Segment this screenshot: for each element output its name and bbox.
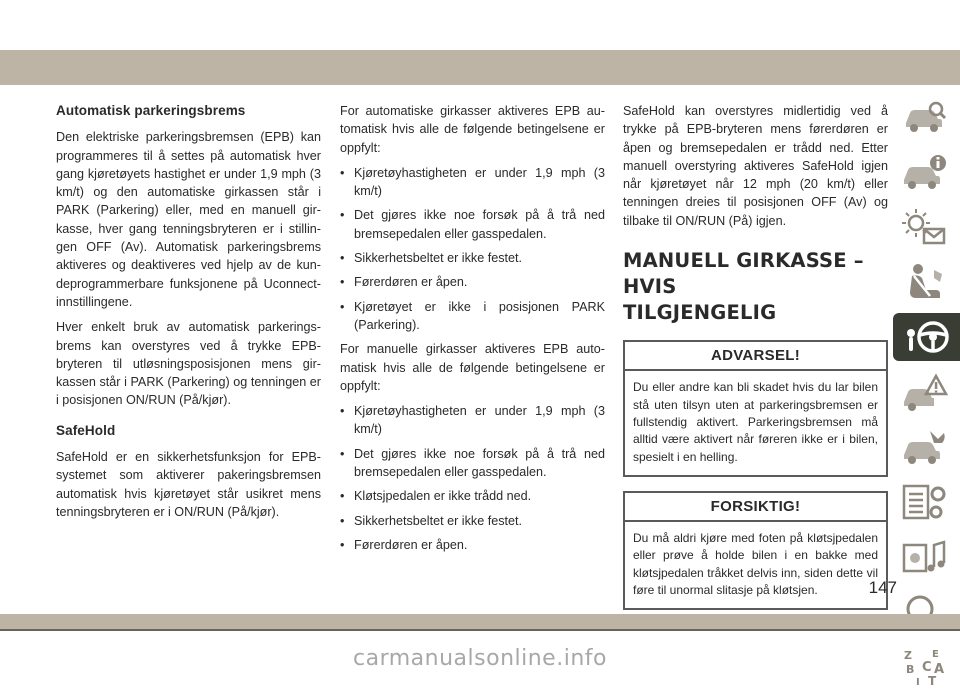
tab-starting-and-operating[interactable] [893, 313, 960, 361]
index-letter: A [934, 662, 945, 677]
list-item: • Kjøretøyhastigheten er under 1,9 mph (3 km/t) [340, 164, 605, 201]
warning-lights-icon [900, 207, 948, 247]
column-2 [340, 102, 605, 560]
settings-list-icon [900, 482, 948, 522]
tab-warning-lights[interactable] [893, 203, 955, 251]
page-number: 147 [868, 578, 897, 597]
list-item: • Det gjøres ikke noe forsøk på å trå ned bremsepedalen eller gasspedalen. [340, 445, 605, 482]
index-letter: Z [904, 649, 912, 662]
watermark: carmanualsonline.info [353, 646, 607, 671]
index-letter: B [906, 663, 915, 676]
tab-multimedia[interactable] [893, 533, 955, 581]
heading-auto-parking-brake: Automatisk parkeringsbrems [56, 103, 246, 118]
index-letter: C [922, 660, 932, 675]
tab-car-inspect[interactable] [893, 93, 955, 141]
tab-emergency[interactable] [893, 368, 955, 416]
list-item: • Førerdøren er åpen. [340, 536, 605, 554]
heading-safehold: SafeHold [56, 422, 116, 438]
section-title-line2: TILGJENGELIG [623, 301, 777, 325]
warning-box [623, 340, 888, 477]
index-letter: T [928, 674, 937, 687]
warning-title: ADVARSEL! [625, 342, 886, 371]
car-inspect-icon [900, 97, 948, 137]
car-service-icon [900, 427, 948, 467]
multimedia-icon [900, 537, 948, 577]
list-item: • Kjøretøyet er ikke i posisjonen PARK (Parkering). [340, 298, 605, 335]
paragraph: Hver enkelt bruk av automatisk parkeringsbrems kan overstyres ved å trykke EPB-bryteren til utløsningsposisjonen mens girkassen står i PARK (Parkering) og tenningen er i posisjonen ON/RUN (På/kjør). [56, 320, 321, 408]
paragraph: For automatiske girkasser aktiveres EPB automatisk hvis alle de følgende betingelsene er oppfylt: [340, 104, 605, 155]
list-item: • Sikkerhetsbeltet er ikke festet. [340, 249, 605, 267]
condition-list-automatic [340, 164, 605, 334]
seat-safety-icon [900, 262, 948, 302]
chapter-tabs [893, 93, 960, 698]
warning-text: Du eller andre kan bli skadet hvis du lar bilen stå uten tilsyn uten at parkeringsbremsen er fullstendig aktivert. Parkeringsbremsen må alltid være aktivert når føreren ikke er i bilen, spesielt i en helling. [633, 380, 878, 464]
section-title [623, 248, 888, 326]
list-item: • Førerdøren er åpen. [340, 273, 605, 291]
section-title-line1: MANUELL GIRKASSE – HVIS [623, 249, 864, 299]
paragraph: SafeHold kan overstyres midlertidig ved å trykke på EPB-bryteren mens førerdøren er åpen og bremsepedalen er trådd ned. Etter manuell overstyring aktiveres SafeHold igjen når kjøretøyet når 12 mph (20 km/t) eller tenningen dreies til posisjonen OFF (Av) og tilbake til ON/RUN (På) igjen. [623, 104, 888, 228]
tab-technical-specs[interactable] [893, 478, 955, 526]
column-3 [623, 102, 888, 624]
tab-servicing[interactable] [893, 423, 955, 471]
list-item: • Sikkerhetsbeltet er ikke festet. [340, 512, 605, 530]
caution-box [623, 491, 888, 610]
index-letter: I [916, 677, 920, 687]
list-item: • Kløtsjpedalen er ikke trådd ned. [340, 487, 605, 505]
steering-wheel-icon [903, 317, 951, 357]
footer-band [0, 614, 960, 629]
index-letter: E [932, 649, 939, 660]
footer-line [0, 629, 960, 631]
caution-title: FORSIKTIG! [625, 493, 886, 522]
paragraph: For manuelle girkasser aktiveres EPB automatisk hvis alle de følgende betingelsene er oppfylt: [340, 342, 605, 393]
tab-seat-safety[interactable] [893, 258, 955, 306]
car-info-icon [900, 152, 948, 192]
list-item: • Det gjøres ikke noe forsøk på å trå ned bremsepedalen eller gasspedalen. [340, 206, 605, 243]
condition-list-manual [340, 402, 605, 554]
paragraph: SafeHold er en sikkerhetsfunksjon for EPB-systemet som aktiverer pakeringsbremsen automatisk hvis kjøretøyet står usikret mens tenningsbryteren er i ON/RUN (På/kjør). [56, 450, 321, 519]
caution-text: Du må aldri kjøre med foten på kløtsjpedalen eller prøve å holde bilen i en bakke med kløtsjpedalen tråkket delvis inn, siden dette vil føre til unormal slitasje på kløtsjen. [633, 531, 878, 598]
paragraph: Den elektriske parkeringsbremsen (EPB) kan programmeres til å settes på automatisk hver gang kjøretøyets hastighet er under 1,9 mph (3 km/t) og den automatiske girkassen står i PARK (Parkering) eller, med en manuell girkasse, hver gang tenningsbryteren er i stillingen OFF (Av). Automatisk parkeringsbrems aktiveres og deaktiveres ved hjelp av de kundeprogrammerbare funksjonene på Uconnect-innstillingene. [56, 130, 321, 309]
list-item: • Kjøretøyhastigheten er under 1,9 mph (3 km/t) [340, 402, 605, 439]
tab-car-info[interactable] [893, 148, 955, 196]
column-1 [56, 102, 321, 528]
header-band [0, 50, 960, 85]
hazard-car-icon [900, 372, 948, 412]
